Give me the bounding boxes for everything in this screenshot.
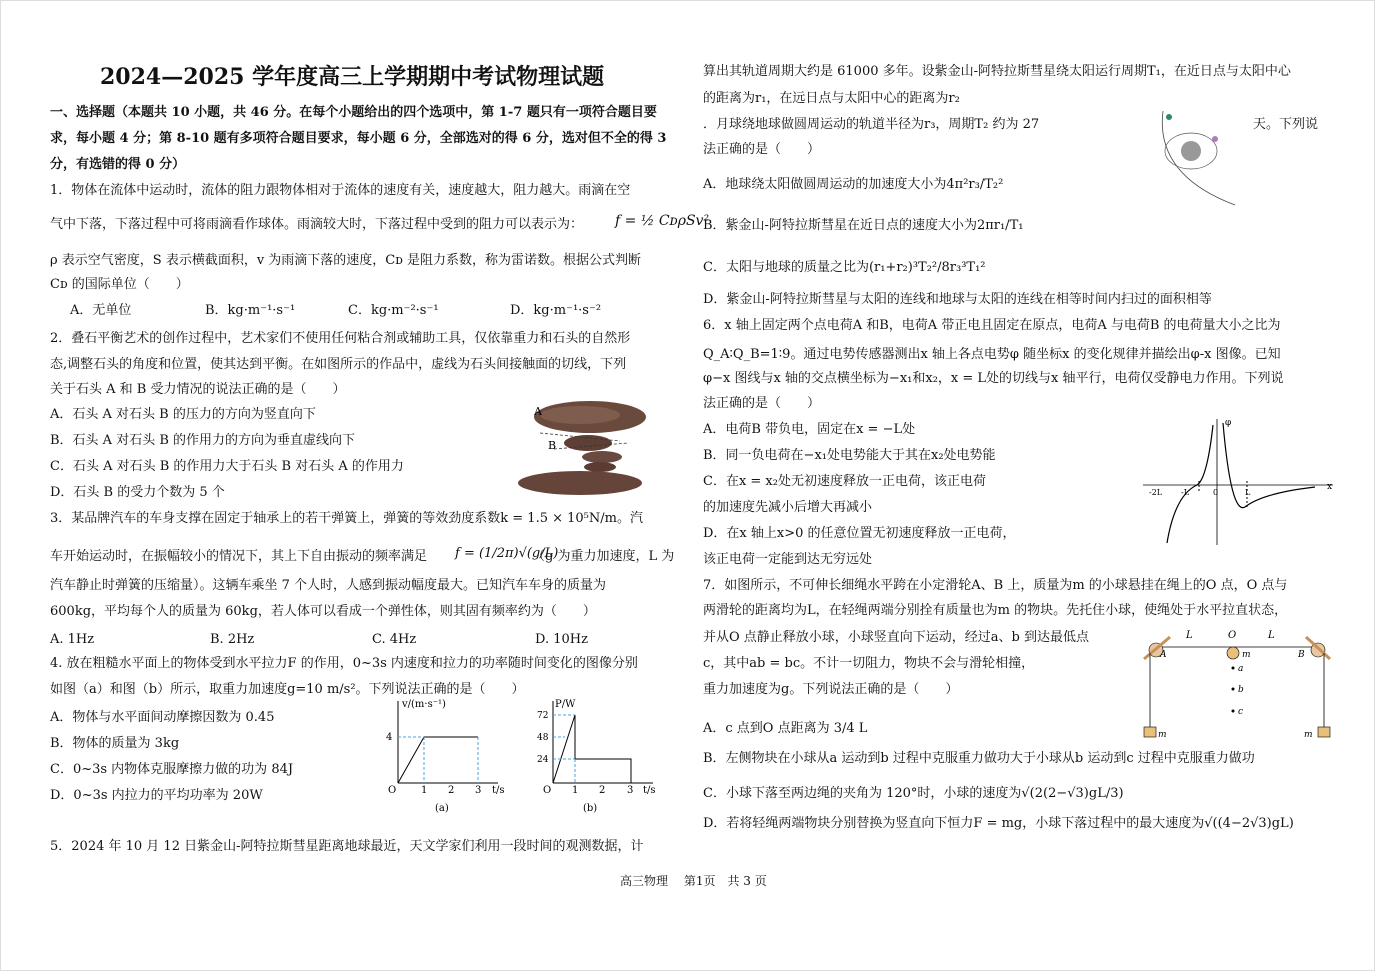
- svg-text:48: 48: [537, 733, 549, 743]
- option-a: A. 1Hz: [50, 632, 95, 647]
- svg-text:0: 0: [1213, 488, 1219, 497]
- option-b: B．同一负电荷在−x₁处电势能大于其在x₂处电势能: [703, 448, 996, 463]
- svg-text:2: 2: [599, 785, 606, 796]
- drag-formula: f = ½ CᴅρSv²: [615, 213, 710, 229]
- power-time-graph: [535, 695, 665, 815]
- svg-text:t/s: t/s: [643, 785, 656, 796]
- option-c: C．小球下落至两边绳的夹角为 120°时，小球的速度为√(2(2−√3)gL/3): [703, 786, 1124, 801]
- option-a: A．无单位: [70, 303, 132, 318]
- svg-text:L: L: [1186, 630, 1193, 641]
- option-b: B．kg·m⁻¹·s⁻¹: [205, 303, 296, 318]
- option-d: D．若将轻绳两端物块分别替换为竖直向下恒力F = mg，小球下落过程中的最大速度为√((4−2√3)gL): [703, 816, 1294, 831]
- svg-text:24: 24: [537, 755, 549, 765]
- svg-text:4: 4: [386, 732, 393, 743]
- svg-text:B: B: [1298, 650, 1305, 660]
- option-d: D. 10Hz: [535, 632, 588, 647]
- option-a: A．地球绕太阳做圆周运动的加速度大小为4π²r₃/T₂²: [703, 177, 1004, 192]
- svg-text:O: O: [388, 785, 397, 796]
- svg-text:c: c: [1238, 707, 1244, 717]
- svg-text:L: L: [1245, 488, 1251, 497]
- svg-text:B: B: [548, 439, 557, 452]
- svg-text:(b): (b): [583, 803, 598, 814]
- svg-text:A: A: [1160, 650, 1167, 660]
- frequency-formula: f = (1/2π)√(g/L): [455, 546, 559, 561]
- option-b: B．物体的质量为 3kg: [50, 736, 180, 751]
- svg-text:O: O: [1228, 630, 1237, 641]
- option-d: D．石头 B 的受力个数为 5 个: [50, 485, 225, 500]
- option-b: B．石头 A 对石头 B 的作用力的方向为垂直虚线向下: [50, 433, 356, 448]
- svg-text:(a): (a): [435, 803, 449, 814]
- svg-text:φ: φ: [1225, 418, 1232, 428]
- svg-text:m: m: [1304, 730, 1313, 740]
- option-c: C．石头 A 对石头 B 的作用力大于石头 B 对石头 A 的作用力: [50, 459, 404, 474]
- stacked-stones-figure: [510, 395, 650, 500]
- option-a: A．c 点到O 点距离为 3/4 L: [703, 721, 868, 736]
- option-d: D．紫金山-阿特拉斯彗星与太阳的连线和地球与太阳的连线在相等时间内扫过的面积相等: [703, 292, 1212, 307]
- velocity-time-graph: [380, 695, 515, 815]
- option-b: B. 2Hz: [210, 632, 255, 647]
- svg-text:-2L: -2L: [1149, 488, 1163, 497]
- svg-text:2: 2: [448, 785, 455, 796]
- svg-text:L: L: [1268, 630, 1275, 641]
- svg-text:-L: -L: [1181, 488, 1190, 497]
- option-a: A．电荷B 带负电，固定在x = −L处: [703, 422, 916, 437]
- svg-text:v/(m·s⁻¹): v/(m·s⁻¹): [402, 699, 446, 710]
- page-title: 2024—2025 学年度高三上学期期中考试物理试题: [100, 64, 605, 90]
- option-c: C．kg·m⁻²·s⁻¹: [348, 303, 439, 318]
- svg-text:a: a: [1238, 664, 1244, 674]
- svg-text:A: A: [534, 405, 542, 418]
- svg-text:m: m: [1158, 730, 1167, 740]
- svg-text:P/W: P/W: [555, 699, 576, 710]
- option-c: C. 4Hz: [372, 632, 417, 647]
- option-c: C．0~3s 内物体克服摩擦力做的功为 84J: [50, 762, 294, 777]
- svg-text:1: 1: [421, 785, 428, 796]
- option-c: C．在x = x₂处无初速度释放一正电荷，该正电荷: [703, 474, 986, 489]
- option-d: D．在x 轴上x>0 的任意位置无初速度释放一正电荷，: [703, 526, 1016, 541]
- svg-text:b: b: [1238, 685, 1244, 695]
- svg-text:1: 1: [572, 785, 579, 796]
- option-c: C．太阳与地球的质量之比为(r₁+r₂)³T₂²/8r₃³T₁²: [703, 260, 986, 275]
- svg-text:m: m: [1242, 650, 1251, 660]
- svg-text:x: x: [1327, 482, 1333, 492]
- comet-orbit-figure: [1155, 105, 1245, 210]
- potential-graph: [1135, 415, 1340, 550]
- option-d: D．0~3s 内拉力的平均功率为 20W: [50, 788, 263, 803]
- option-b: B．紫金山-阿特拉斯彗星在近日点的速度大小为2πr₁/T₁: [703, 218, 1024, 233]
- svg-text:O: O: [543, 785, 552, 796]
- svg-text:t/s: t/s: [492, 785, 505, 796]
- svg-text:72: 72: [537, 711, 549, 721]
- option-a: A．石头 A 对石头 B 的压力的方向为竖直向下: [50, 407, 316, 422]
- option-b: B．左侧物块在小球从a 运动到b 过程中克服重力做功大于小球从b 运动到c 过程中克服重力做功: [703, 751, 1255, 766]
- option-a: A．物体与水平面间动摩擦因数为 0.45: [50, 710, 275, 725]
- svg-text:3: 3: [627, 785, 634, 796]
- svg-text:3: 3: [475, 785, 482, 796]
- page-footer: 高三物理 第1页 共 3 页: [620, 874, 767, 888]
- pulley-figure: [1140, 625, 1340, 745]
- option-d: D．kg·m⁻¹·s⁻²: [510, 303, 602, 318]
